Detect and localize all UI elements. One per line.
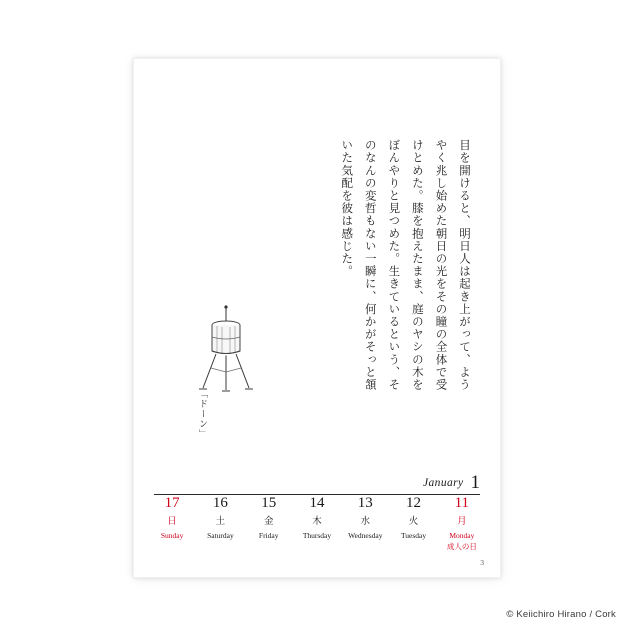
- month-header: [154, 471, 480, 493]
- day-weekday-kanji: 日: [167, 515, 177, 527]
- illustration-caption: 「ドーン」: [197, 389, 207, 439]
- day-weekday-english: Sunday: [160, 530, 184, 540]
- day-weekday-english: Friday: [258, 530, 279, 540]
- day-number: 12: [406, 495, 422, 512]
- day-weekday-english: Monday: [449, 530, 475, 540]
- day-number: 17: [164, 495, 180, 512]
- day-weekday-kanji: 金: [263, 515, 274, 527]
- day-weekday-kanji: 木: [312, 515, 322, 527]
- day-holiday-note: 成人の日: [446, 542, 477, 551]
- vertical-body-text: [335, 139, 476, 401]
- day-number: 14: [309, 495, 325, 512]
- day-weekday-kanji: 水: [360, 515, 371, 527]
- day-weekday-kanji: 月: [457, 515, 467, 527]
- calendar-day[interactable]: [341, 493, 389, 541]
- body-paragraph: 目を開けると、明日人は起き上がって、ようやく兆し始めた朝日の光をその瞳の全体で受けとめた。膝を抱えたまま、庭のヤシの木をぼんやりと見つめた。生きているという、そのなんの変哲もない一瞬に、何かがそっと頷いた気配を彼は感じた。: [340, 139, 472, 391]
- week-row: [148, 493, 486, 553]
- page-number: 3: [480, 558, 484, 567]
- month-label: January: [423, 477, 464, 489]
- calendar-day[interactable]: [245, 493, 293, 541]
- calendar-day[interactable]: [293, 493, 341, 541]
- calendar-page: [133, 58, 501, 578]
- day-weekday-english: Wednesday: [348, 530, 383, 540]
- day-weekday-kanji: 火: [408, 515, 419, 527]
- day-weekday-english: Tuesday: [400, 530, 427, 540]
- calendar-day[interactable]: [196, 493, 244, 541]
- day-number: 16: [212, 495, 228, 512]
- day-number: 13: [357, 495, 373, 512]
- day-number: 11: [454, 495, 470, 512]
- day-weekday-english: Thursday: [302, 530, 332, 540]
- day-weekday-english: Saturday: [207, 530, 234, 540]
- copyright-credit: © Keiichiro Hirano / Cork: [506, 609, 616, 620]
- day-number: 15: [261, 495, 277, 512]
- calendar-day[interactable]: [438, 493, 486, 553]
- month-number: 1: [470, 471, 480, 493]
- calendar-day[interactable]: [389, 493, 437, 541]
- day-weekday-kanji: 土: [215, 515, 226, 527]
- calendar-day[interactable]: [148, 493, 196, 541]
